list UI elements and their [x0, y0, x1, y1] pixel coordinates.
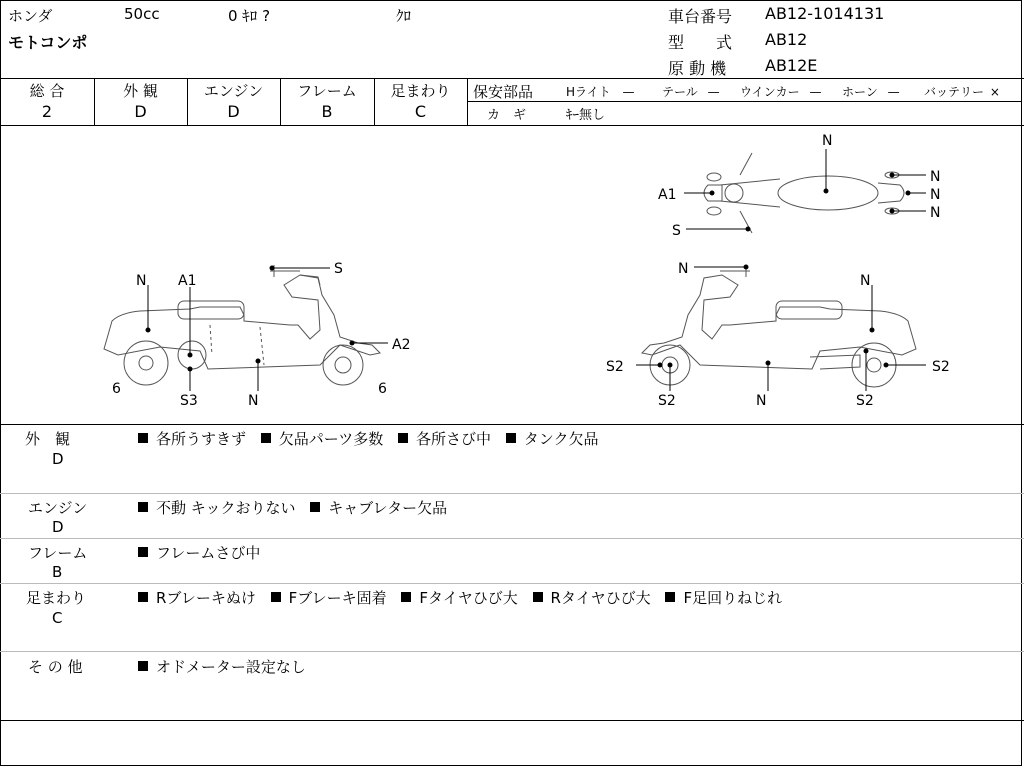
bullet-icon: [138, 502, 148, 512]
diag-label: A1: [178, 273, 197, 289]
divider: [0, 493, 1024, 494]
safety-item-winker: ウインカー —: [740, 85, 822, 99]
grade-value-frame: B: [321, 102, 333, 121]
diag-label: S3: [180, 393, 198, 409]
grade-value-engine: D: [227, 102, 240, 121]
chassis-label: 車台番号: [668, 7, 733, 26]
diag-label: 6: [378, 381, 387, 397]
diag-label: N: [822, 133, 833, 149]
diag-label: 6: [112, 381, 121, 397]
diag-label: S2: [856, 393, 874, 409]
diag-label: N: [930, 187, 941, 203]
grade-label-engine: エンジン: [203, 82, 264, 100]
color: ｸﾛ: [396, 7, 412, 25]
bullet-icon: [665, 592, 675, 602]
mileage: 0 ｷﾛ ?: [228, 7, 271, 25]
grade-label-overall: 総 合: [29, 82, 65, 100]
divider: [0, 583, 1024, 584]
safety-label: 保安部品: [473, 83, 534, 101]
grade-value-suspension: C: [414, 102, 427, 121]
divider: [0, 424, 1024, 425]
diag-label: N: [860, 273, 871, 289]
key-value: ｷｰ無し: [566, 108, 606, 123]
scooter-top-view: [704, 153, 904, 233]
chassis-no: AB12-1014131: [765, 4, 885, 23]
divider: [467, 101, 1022, 102]
divider: [0, 538, 1024, 539]
remark-label-other: そ の 他: [28, 658, 83, 676]
safety-item-headlight: Hライト —: [566, 85, 635, 99]
remark-items-frame: フレームさび中: [138, 542, 270, 563]
model-name: モトコンポ: [8, 33, 88, 52]
displacement: 50cc: [124, 5, 160, 23]
remark-label-engine: エンジン: [28, 499, 88, 517]
diag-label: S2: [606, 359, 624, 375]
bullet-icon: [138, 547, 148, 557]
diag-label: N: [248, 393, 259, 409]
remark-grade-exterior: D: [52, 450, 64, 468]
bullet-icon: [533, 592, 543, 602]
diag-label: N: [930, 205, 941, 221]
remark-label-frame: フレーム: [28, 544, 88, 562]
grade-label-exterior: 外 観: [123, 82, 158, 100]
key-label: カ ギ: [487, 108, 527, 123]
diag-label: S: [672, 223, 681, 239]
remark-label-suspension: 足まわり: [26, 589, 87, 607]
bullet-icon: [310, 502, 320, 512]
diag-label: A2: [392, 337, 411, 353]
remark-items-engine: 不動 キックおりない キャブレター欠品: [138, 497, 457, 518]
diag-label: A1: [658, 187, 677, 203]
divider: [0, 78, 1024, 79]
type-value: AB12: [765, 30, 808, 49]
remark-grade-suspension: C: [52, 609, 63, 627]
diag-label: N: [930, 169, 941, 185]
bullet-icon: [138, 661, 148, 671]
diag-label: N: [678, 261, 689, 277]
remark-grade-frame: B: [52, 563, 63, 581]
safety-item-horn: ホーン —: [842, 85, 900, 99]
maker: ホンダ: [8, 7, 53, 25]
remark-items-exterior: 各所うすきず 欠品パーツ多数 各所さび中 タンク欠品: [138, 428, 608, 449]
divider: [0, 651, 1024, 652]
grade-label-frame: フレーム: [297, 82, 357, 100]
bullet-icon: [401, 592, 411, 602]
remark-label-exterior: 外 観: [25, 430, 71, 448]
grade-value-overall: 2: [41, 102, 53, 121]
bullet-icon: [398, 433, 408, 443]
remark-items-suspension: Rブレーキぬけ Fブレーキ固着 Fタイヤひび大 Rタイヤひび大 F足回りねじれ: [138, 587, 792, 608]
damage-diagram: [0, 125, 1024, 425]
diag-label: N: [136, 273, 147, 289]
diag-label: S2: [932, 359, 950, 375]
diag-label: S2: [658, 393, 676, 409]
bullet-icon: [138, 592, 148, 602]
grade-value-exterior: D: [134, 102, 147, 121]
diag-label: N: [756, 393, 767, 409]
engine-label: 原 動 機: [668, 59, 727, 78]
bullet-icon: [506, 433, 516, 443]
remark-grade-engine: D: [52, 518, 64, 536]
engine-value: AB12E: [765, 56, 818, 75]
type-label: 型 式: [668, 33, 733, 52]
safety-item-tail: テール —: [662, 85, 720, 99]
remark-items-other: オドメーター設定なし: [138, 656, 316, 677]
bullet-icon: [271, 592, 281, 602]
divider: [0, 720, 1024, 721]
safety-item-battery: バッテリー ×: [924, 85, 1000, 99]
diag-label: S: [334, 261, 343, 277]
bullet-icon: [138, 433, 148, 443]
grade-label-suspension: 足まわり: [390, 82, 451, 100]
bullet-icon: [261, 433, 271, 443]
scooter-right-view: [642, 265, 916, 387]
